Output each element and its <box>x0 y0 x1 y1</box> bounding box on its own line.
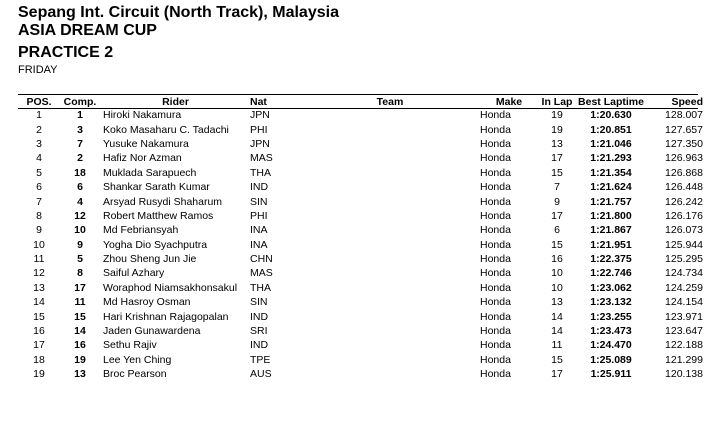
cell-best: 1:25.911 <box>590 368 632 381</box>
table-row <box>18 151 707 165</box>
cell-comp: 5 <box>77 253 83 266</box>
cell-nat: INA <box>250 224 268 237</box>
cell-speed: 126.242 <box>665 195 703 208</box>
col-rider-header: Rider <box>162 95 189 108</box>
col-nat-header: Nat <box>250 95 267 108</box>
cell-rider: Yusuke Nakamura <box>103 137 189 150</box>
cell-pos: 8 <box>36 209 42 222</box>
cell-comp: 9 <box>77 238 83 251</box>
cell-nat: IND <box>250 181 269 194</box>
col-best-header: Best Laptime <box>578 95 644 108</box>
session-day: FRIDAY <box>18 64 58 76</box>
table-row <box>18 281 707 295</box>
cell-inlap: 15 <box>551 166 563 179</box>
cell-speed: 127.657 <box>665 123 703 136</box>
cell-nat: SRI <box>250 325 268 338</box>
cell-pos: 14 <box>33 296 45 309</box>
cell-make: Honda <box>480 238 511 251</box>
cell-comp: 12 <box>74 209 86 222</box>
cell-pos: 15 <box>33 310 45 323</box>
cell-best: 1:23.473 <box>590 325 632 338</box>
cell-make: Honda <box>480 109 511 122</box>
cell-inlap: 14 <box>551 325 563 338</box>
cell-best: 1:21.951 <box>590 238 632 251</box>
series-title: ASIA DREAM CUP <box>18 22 157 39</box>
cell-make: Honda <box>480 296 511 309</box>
cell-rider: Arsyad Rusydi Shaharum <box>103 195 223 208</box>
cell-make: Honda <box>480 353 511 366</box>
col-team-header: Team <box>376 95 404 108</box>
cell-inlap: 9 <box>554 195 560 208</box>
cell-rider: Robert Matthew Ramos <box>103 209 214 222</box>
cell-inlap: 10 <box>551 281 563 294</box>
table-row <box>18 353 707 367</box>
table-row <box>18 252 707 266</box>
cell-make: Honda <box>480 137 511 150</box>
cell-pos: 2 <box>36 123 42 136</box>
cell-inlap: 10 <box>551 267 563 280</box>
cell-make: Honda <box>480 152 511 165</box>
cell-best: 1:22.375 <box>590 253 632 266</box>
table-row <box>18 122 707 136</box>
cell-inlap: 19 <box>551 123 563 136</box>
cell-make: Honda <box>480 166 511 179</box>
cell-rider: Koko Masaharu C. Tadachi <box>103 123 229 136</box>
cell-make: Honda <box>480 209 511 222</box>
cell-nat: INA <box>250 238 268 251</box>
table-row <box>18 209 707 223</box>
cell-rider: Hafiz Nor Azman <box>103 152 182 165</box>
cell-rider: Yogha Dio Syachputra <box>103 238 208 251</box>
col-make-header: Make <box>495 95 523 108</box>
cell-speed: 123.647 <box>665 325 703 338</box>
cell-speed: 125.295 <box>665 253 703 266</box>
cell-comp: 4 <box>77 195 83 208</box>
cell-inlap: 13 <box>551 137 563 150</box>
cell-inlap: 15 <box>551 238 563 251</box>
table-row <box>18 324 707 338</box>
cell-best: 1:21.624 <box>590 181 632 194</box>
cell-comp: 14 <box>74 325 86 338</box>
cell-make: Honda <box>480 281 511 294</box>
cell-team <box>300 309 480 323</box>
cell-team <box>300 324 480 338</box>
col-inlap-header: In Lap <box>541 95 573 108</box>
results-table <box>18 95 707 381</box>
cell-inlap: 19 <box>551 109 563 122</box>
cell-rider: Muklada Sarapuech <box>103 166 197 179</box>
cell-inlap: 6 <box>554 224 560 237</box>
cell-make: Honda <box>480 224 511 237</box>
cell-inlap: 17 <box>551 209 563 222</box>
cell-inlap: 16 <box>551 253 563 266</box>
cell-speed: 126.176 <box>665 209 703 222</box>
cell-comp: 7 <box>77 137 83 150</box>
cell-make: Honda <box>480 325 511 338</box>
cell-speed: 120.138 <box>665 368 703 381</box>
cell-make: Honda <box>480 123 511 136</box>
cell-best: 1:21.354 <box>590 166 632 179</box>
table-row <box>18 166 707 180</box>
cell-speed: 123.971 <box>665 310 703 323</box>
cell-comp: 10 <box>74 224 86 237</box>
cell-speed: 121.299 <box>665 353 703 366</box>
cell-speed: 127.350 <box>665 137 703 150</box>
cell-make: Honda <box>480 368 511 381</box>
cell-best: 1:21.800 <box>590 209 632 222</box>
cell-speed: 124.734 <box>665 267 703 280</box>
cell-nat: SIN <box>250 195 268 208</box>
cell-inlap: 17 <box>551 152 563 165</box>
cell-nat: IND <box>250 310 269 323</box>
cell-comp: 2 <box>77 152 83 165</box>
cell-best: 1:21.757 <box>590 195 632 208</box>
cell-comp: 3 <box>77 123 83 136</box>
cell-nat: PHI <box>250 123 268 136</box>
cell-speed: 124.154 <box>665 296 703 309</box>
table-row <box>18 223 707 237</box>
cell-nat: PHI <box>250 209 268 222</box>
table-row <box>18 194 707 208</box>
cell-rider: Saiful Azhary <box>103 267 165 280</box>
cell-pos: 19 <box>33 368 45 381</box>
cell-best: 1:24.470 <box>590 339 632 352</box>
cell-nat: TPE <box>250 353 271 366</box>
table-row <box>18 309 707 323</box>
cell-pos: 13 <box>33 281 45 294</box>
cell-speed: 126.073 <box>665 224 703 237</box>
cell-pos: 9 <box>36 224 42 237</box>
cell-comp: 8 <box>77 267 83 280</box>
circuit-title: Sepang Int. Circuit (North Track), Malaysia <box>18 4 339 21</box>
cell-inlap: 15 <box>551 353 563 366</box>
cell-team <box>300 252 480 266</box>
cell-team <box>300 281 480 295</box>
cell-pos: 10 <box>33 238 45 251</box>
table-header-row <box>18 95 707 108</box>
cell-team <box>300 266 480 280</box>
cell-speed: 126.868 <box>665 166 703 179</box>
table-row <box>18 137 707 151</box>
cell-team <box>300 194 480 208</box>
cell-comp: 15 <box>74 310 86 323</box>
cell-team <box>300 223 480 237</box>
col-speed-header: Speed <box>671 95 703 108</box>
cell-pos: 12 <box>33 267 45 280</box>
cell-team <box>300 108 480 122</box>
cell-best: 1:20.851 <box>590 123 632 136</box>
cell-pos: 4 <box>36 152 42 165</box>
cell-make: Honda <box>480 339 511 352</box>
cell-nat: AUS <box>250 368 272 381</box>
cell-pos: 17 <box>33 339 45 352</box>
table-row <box>18 367 707 381</box>
cell-pos: 3 <box>36 137 42 150</box>
cell-pos: 18 <box>33 353 45 366</box>
cell-make: Honda <box>480 310 511 323</box>
cell-speed: 128.007 <box>665 109 703 122</box>
cell-inlap: 14 <box>551 310 563 323</box>
cell-nat: THA <box>250 166 271 179</box>
col-pos-header: POS. <box>26 95 52 108</box>
cell-comp: 6 <box>77 181 83 194</box>
cell-rider: Sethu Rajiv <box>103 339 157 352</box>
cell-speed: 126.448 <box>665 181 703 194</box>
cell-best: 1:22.746 <box>590 267 632 280</box>
cell-speed: 122.188 <box>665 339 703 352</box>
cell-nat: JPN <box>250 109 270 122</box>
cell-rider: Woraphod Niamsakhonsakul <box>103 281 238 294</box>
cell-rider: Hiroki Nakamura <box>103 109 182 122</box>
cell-rider: Md Hasroy Osman <box>103 296 191 309</box>
cell-rider: Zhou Sheng Jun Jie <box>103 253 197 266</box>
cell-best: 1:25.089 <box>590 353 632 366</box>
cell-comp: 19 <box>74 353 86 366</box>
cell-speed: 126.963 <box>665 152 703 165</box>
cell-make: Honda <box>480 181 511 194</box>
cell-best: 1:23.132 <box>590 296 632 309</box>
cell-nat: MAS <box>250 152 273 165</box>
table-row <box>18 338 707 352</box>
cell-inlap: 7 <box>554 181 560 194</box>
cell-comp: 16 <box>74 339 86 352</box>
cell-team <box>300 180 480 194</box>
cell-speed: 124.259 <box>665 281 703 294</box>
cell-best: 1:23.062 <box>590 281 632 294</box>
cell-comp: 18 <box>74 166 86 179</box>
cell-comp: 1 <box>77 109 83 122</box>
cell-rider: Md Febriansyah <box>103 224 179 237</box>
cell-nat: THA <box>250 281 271 294</box>
col-comp-header: Comp. <box>63 95 97 108</box>
cell-comp: 11 <box>74 296 86 309</box>
table-row <box>18 108 707 122</box>
cell-team <box>300 295 480 309</box>
cell-inlap: 17 <box>551 368 563 381</box>
cell-best: 1:23.255 <box>590 310 632 323</box>
cell-team <box>300 151 480 165</box>
cell-make: Honda <box>480 267 511 280</box>
cell-nat: JPN <box>250 137 270 150</box>
cell-speed: 125.944 <box>665 238 703 251</box>
cell-nat: MAS <box>250 267 273 280</box>
cell-team <box>300 338 480 352</box>
cell-rider: Hari Krishnan Rajagopalan <box>103 310 229 323</box>
cell-team <box>300 238 480 252</box>
cell-rider: Broc Pearson <box>103 368 167 381</box>
cell-nat: CHN <box>250 253 273 266</box>
cell-team <box>300 166 480 180</box>
cell-best: 1:21.293 <box>590 152 632 165</box>
table-row <box>18 295 707 309</box>
cell-pos: 5 <box>36 166 42 179</box>
cell-best: 1:21.867 <box>590 224 632 237</box>
cell-make: Honda <box>480 195 511 208</box>
cell-inlap: 13 <box>551 296 563 309</box>
cell-best: 1:20.630 <box>590 109 632 122</box>
cell-nat: IND <box>250 339 269 352</box>
cell-inlap: 11 <box>551 339 563 352</box>
cell-team <box>300 137 480 151</box>
cell-best: 1:21.046 <box>590 137 632 150</box>
cell-rider: Jaden Gunawardena <box>103 325 201 338</box>
cell-rider: Lee Yen Ching <box>103 353 172 366</box>
cell-team <box>300 209 480 223</box>
cell-team <box>300 367 480 381</box>
cell-pos: 11 <box>33 253 45 266</box>
cell-comp: 17 <box>74 281 86 294</box>
table-row <box>18 238 707 252</box>
cell-team <box>300 353 480 367</box>
cell-rider: Shankar Sarath Kumar <box>103 181 210 194</box>
cell-make: Honda <box>480 253 511 266</box>
cell-pos: 1 <box>36 109 42 122</box>
cell-pos: 16 <box>33 325 45 338</box>
cell-nat: SIN <box>250 296 268 309</box>
cell-comp: 13 <box>74 368 86 381</box>
cell-team <box>300 122 480 136</box>
cell-pos: 6 <box>36 181 42 194</box>
session-title: PRACTICE 2 <box>18 44 114 61</box>
table-row <box>18 266 707 280</box>
table-row <box>18 180 707 194</box>
cell-pos: 7 <box>36 195 42 208</box>
